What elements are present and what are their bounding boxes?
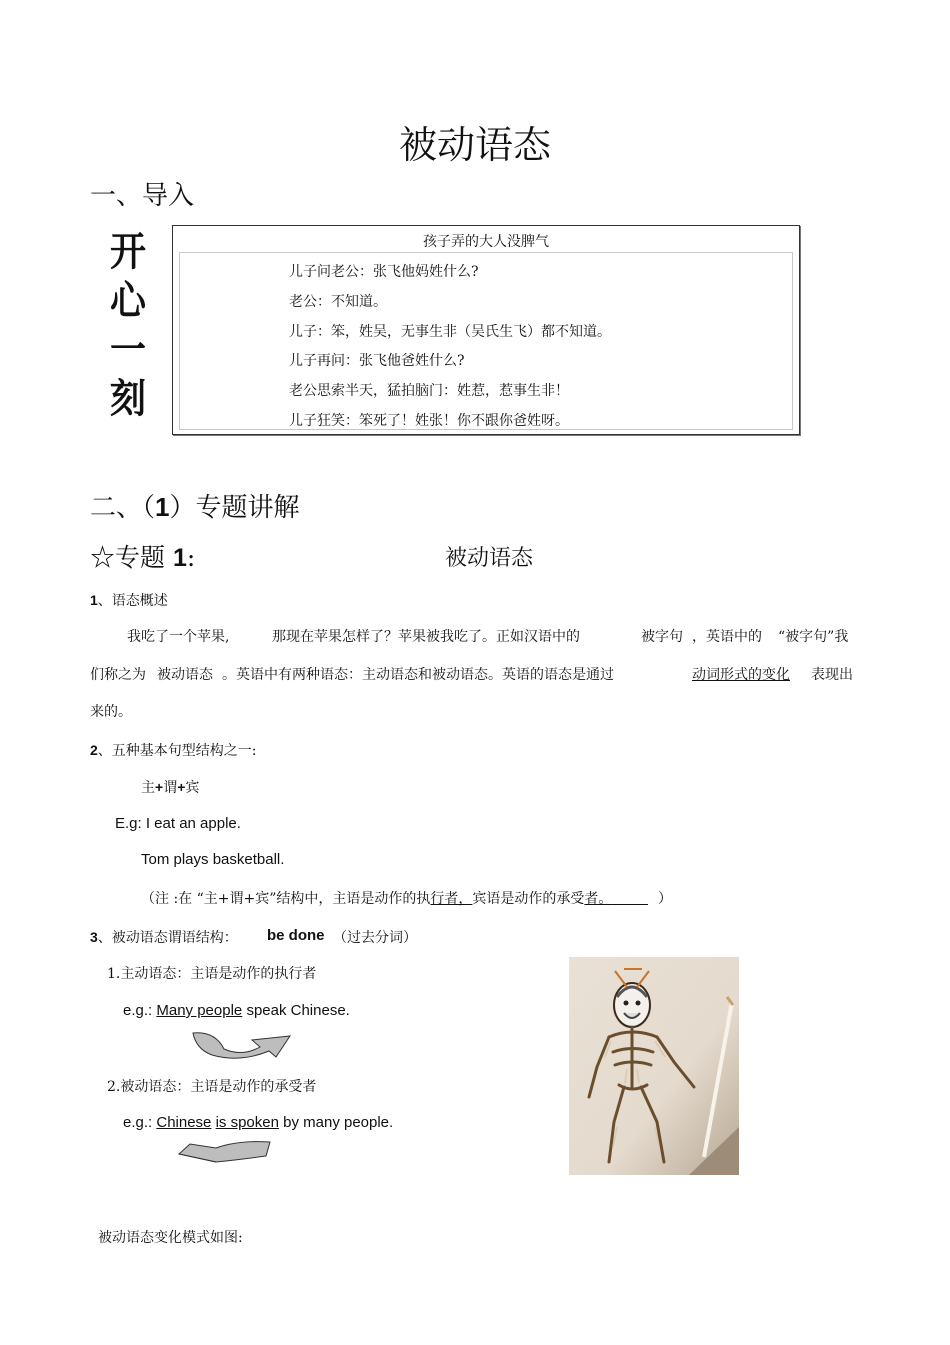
item2-heading	[90, 740, 257, 760]
paragraph-line: 们称之为	[90, 667, 146, 683]
topic-prefix: ☆专题	[90, 543, 166, 572]
example-sentence: Tom plays basketball.	[141, 851, 285, 868]
happy-char: 心	[110, 278, 146, 324]
item-number: 2	[90, 742, 98, 758]
joke-content	[179, 252, 793, 430]
eg-prefix: e.g.:	[123, 1002, 153, 1019]
eg-verb: is spoken	[215, 1114, 279, 1131]
item-heading-text: 、五种基本句型结构之一:	[97, 743, 257, 759]
curved-arrow-icon	[176, 1138, 274, 1164]
paragraph-line: 被字句	[641, 629, 683, 645]
eg-subject: Many people	[156, 1002, 243, 1019]
topic-number: 1	[172, 544, 187, 572]
page-title: 被动语态	[398, 123, 551, 167]
section-suffix: ）专题讲解	[169, 493, 300, 523]
structure-subject: 主	[141, 780, 155, 796]
paragraph-line: “被字句”我	[778, 629, 849, 645]
term-passive-voice: 被动语态	[157, 667, 213, 683]
item-number: 1	[90, 592, 98, 608]
structure-object: 宾	[185, 780, 200, 796]
formula: be done	[267, 927, 325, 944]
happy-char: 一	[110, 327, 146, 373]
note-text: 宾语是动作的承受	[472, 891, 585, 907]
plus-sign: +	[155, 779, 164, 795]
diagram-caption: 被动语态变化模式如图:	[98, 1230, 243, 1246]
note	[141, 888, 672, 908]
eg-prefix: e.g.:	[123, 1114, 153, 1131]
eg-subject: Chinese	[156, 1114, 212, 1131]
paragraph-line: 那现在苹果怎样了？苹果被我吃了。正如汉语中的	[272, 629, 580, 645]
passive-voice-label: 2.被动语态：主语是动作的承受者	[107, 1079, 317, 1095]
paragraph-line: 表现出	[811, 667, 853, 683]
eg-rest: by many people.	[283, 1114, 394, 1131]
formula-note: （过去分词）	[333, 930, 417, 946]
topic-colon: :	[186, 543, 196, 572]
term-verb-form-change: 动词形式的变化	[692, 667, 790, 683]
curved-arrow-icon	[190, 1027, 295, 1059]
section-number: 1	[155, 492, 170, 522]
active-voice-label: 1.主动语态：主语是动作的执行者	[107, 966, 317, 982]
joke-line: 儿子再问：张飞他爸姓什么?	[289, 353, 465, 369]
item-heading-text: 、被动语态谓语结构：	[97, 930, 238, 946]
paragraph-line: ，英语中的	[692, 629, 762, 645]
plus-sign: +	[177, 779, 186, 795]
sentence-structure	[141, 777, 199, 797]
item3-heading	[90, 927, 238, 947]
joke-line: 老公思索半天，猛拍脑门：姓惹，惹事生非！	[289, 383, 569, 399]
note-underlined	[584, 891, 648, 907]
happy-moment-label	[108, 228, 148, 424]
eg-rest: speak Chinese.	[246, 1002, 350, 1019]
active-example	[123, 1002, 350, 1019]
topic-name: 被动语态	[445, 546, 534, 571]
example-sentence: E.g: I eat an apple.	[115, 815, 241, 832]
topic-heading	[90, 538, 195, 574]
note-text: （注 :在 “主+谓+宾”结构中，主语是动作的执	[141, 891, 431, 907]
joke-line: 老公：不知道。	[289, 294, 387, 310]
note-underlined: 行者，	[430, 891, 473, 907]
note-text: ）	[658, 891, 673, 907]
joke-title: 孩子弄的大人没脾气	[423, 234, 549, 250]
joke-box	[172, 225, 800, 435]
happy-char: 刻	[110, 376, 146, 422]
item1-heading	[90, 590, 168, 610]
note-underlined-text: 者。	[584, 891, 613, 907]
happy-char: 开	[110, 229, 146, 275]
passive-example	[123, 1114, 393, 1131]
joke-line: 儿子问老公：张飞他妈姓什么?	[289, 264, 479, 280]
structure-predicate: 谓	[163, 780, 178, 796]
section-prefix: 二、（	[90, 493, 156, 523]
stick-figure-photo	[569, 957, 739, 1175]
section-heading-intro: 一、导入	[90, 181, 195, 211]
paragraph-line: 我吃了一个苹果,	[127, 629, 230, 645]
item-number: 3	[90, 929, 98, 945]
item-heading-text: 、语态概述	[97, 593, 168, 609]
paragraph-line: 。英语中有两种语态：主动语态和被动语态。英语的语态是通过	[222, 667, 614, 683]
joke-line: 儿子狂笑：笨死了！姓张！你不跟你爸姓呀。	[289, 413, 569, 429]
paragraph-line: 来的。	[90, 704, 132, 720]
section-heading-lecture	[90, 487, 300, 524]
joke-line: 儿子：笨，姓吴，无事生非（吴氏生飞）都不知道。	[289, 324, 611, 340]
